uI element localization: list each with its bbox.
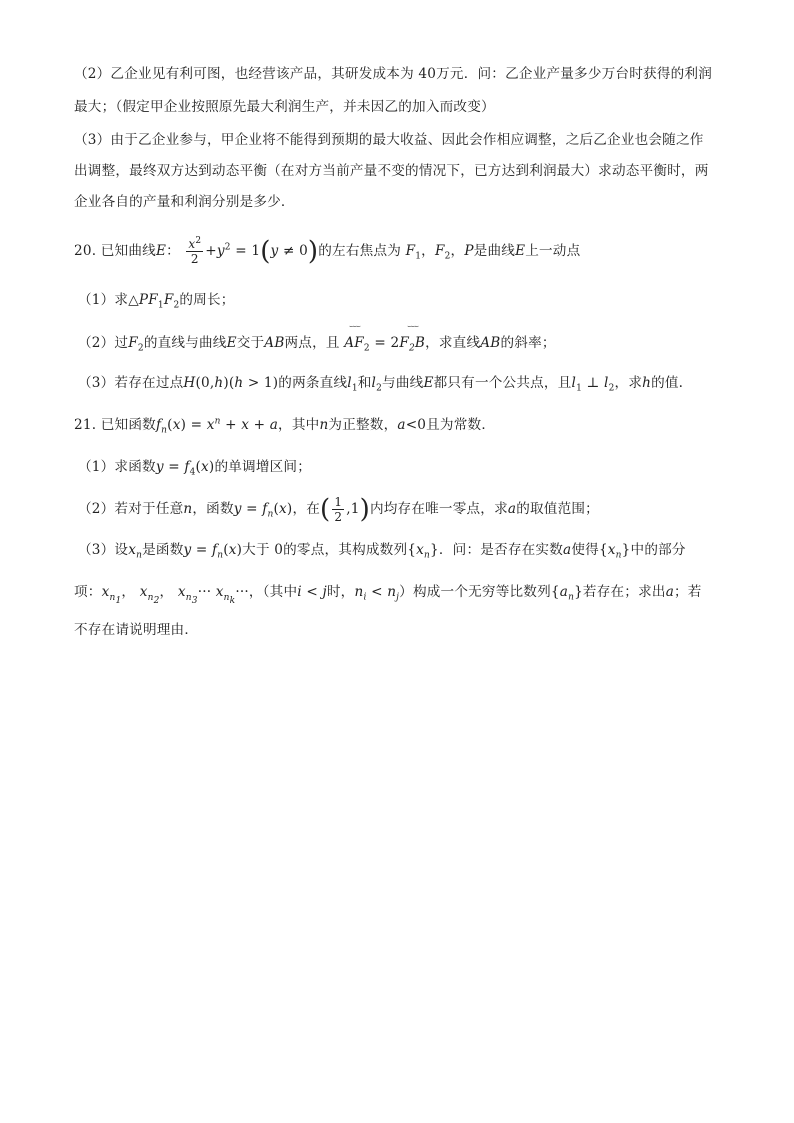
q21-text: 项：: [74, 584, 102, 600]
q21-part2: （2）若对于任意n，函数$y = f_n(x)$，在( $\frac{1}{2}$ ,1)内均存在唯一零点，求a的取值范围；: [78, 494, 599, 525]
q21-text: 大于 0的零点，其构成数列: [242, 542, 408, 558]
q20-text: 与曲线: [382, 375, 424, 391]
q21-text: ，（其中: [248, 584, 298, 600]
q21-number: 21.: [74, 417, 97, 433]
q21-part3-line1: （3）设$x_n$是函数$y = f_n(x)$大于 0的零点，其构成数列$\{x_n\}$．问：是否存在实数a使得$\{x_n\}$中的部分: [78, 542, 686, 561]
q20-part3: （3）若存在过点H(0,h)(h > 1)的两条直线$l_1$和$l_2$与曲线E都只有一个公共点，且$l_1$ ⊥ $l_2$，求h的值.: [78, 375, 684, 394]
q21-text: （3）设: [78, 542, 129, 558]
math-curve-e: E: [155, 243, 167, 259]
q21-text: 的取值范围；: [516, 501, 599, 517]
math-fraction: $\frac{1}{2}$: [334, 495, 343, 524]
q21-text: （2）若对于任意: [78, 501, 184, 517]
q21-text: 若存在；求出: [582, 584, 666, 600]
q20-number: 20.: [74, 243, 97, 259]
math-vector-f2b: ⌣⌣⌣ $F_2B$: [399, 333, 425, 353]
q21-stem: 21. 已知函数$f_n(x) = x^n + x + a$，其中n为正整数，a<0且为常数．: [74, 416, 496, 436]
q20-text: 上一动点: [525, 243, 581, 259]
q20-text: ，求直线: [425, 335, 481, 351]
q21-text: ，函数: [192, 501, 234, 517]
q21-text: 使得: [571, 542, 599, 558]
q20-text: 的两条直线: [278, 375, 348, 391]
q21-text: ；若: [674, 584, 702, 600]
q21-text: 已知函数: [100, 417, 156, 433]
q20-text: 的周长；: [179, 292, 235, 308]
q20-text: 交于: [236, 335, 265, 351]
q20-text: 的左右焦点为: [318, 243, 402, 259]
math-fraction: $\frac{x^2}{2}$: [188, 236, 202, 266]
q21-part3-line3: 不存在请说明理由．: [74, 622, 199, 638]
q19-part3-line2: 出调整，最终双方达到动态平衡（在对方当前产量不变的情况下，已方达到利润最大）求动态平衡时，两: [74, 163, 709, 179]
q21-text: 的单调增区间；: [214, 459, 311, 475]
q20-text: 的值.: [651, 375, 684, 391]
q20-text: （1）求: [78, 292, 129, 308]
q20-text: ，求: [614, 375, 643, 391]
q21-text: 为正整数，: [328, 417, 398, 433]
q21-text: ．问：是否存在实数: [438, 542, 564, 558]
q21-text: 中的部分: [630, 542, 686, 558]
q19-part3-line1: （3）由于乙企业参与，甲企业将不能得到预期的最大收益、因此会作相应调整，之后乙企业也会随之作: [74, 132, 704, 148]
q20-text: （2）过: [78, 335, 129, 351]
q21-text: 内均存在唯一零点，求: [369, 501, 508, 517]
math-vector-af2: ⌣⌣⌣ AF: [344, 333, 364, 353]
q21-text: 且为常数．: [426, 417, 496, 433]
q20-part1: （1）求$\triangle PF_1F_2$的周长；: [78, 292, 235, 311]
q20-part2: （2）过$F_2$的直线与曲线E交于AB两点，且 ⌣⌣⌣ $AF_2$ = 2⌣⌣⌣ $F_2B$，求直线AB的斜率；: [78, 333, 556, 353]
q21-text: ）构成一个无穷等比数列: [399, 584, 551, 600]
q20-text: 两点，且: [284, 335, 340, 351]
q19-part3-line3: 企业各自的产量和利润分别是多少．: [74, 194, 295, 210]
q21-text: ，其中: [278, 417, 320, 433]
q20-text: 的直线与曲线: [143, 335, 227, 351]
q20-text: 的斜率；: [500, 335, 556, 351]
q21-text: 时，: [326, 584, 355, 600]
q21-part3-line2: 项：$x_{n_1}$， $x_{n_2}$， $x_{n_3}\cdot\cdot\cdot x_{n_k}\cdot\cdot\cdot$，（其中i < j时，$n_i < n_j$）构成一个无穷等比数列$\{a_n\}$若存在；求出a；若: [74, 584, 702, 606]
q19-part2-line1: （2）乙企业见有利可图，也经营该产品，其研发成本为 40万元．问：乙企业产量多少万台时获得的利润: [74, 66, 712, 82]
q20-text: 都只有一个公共点，且: [433, 375, 572, 391]
q19-part2-line2: 最大；（假定甲企业按照原先最大利润生产，并未因乙的加入而改变）: [74, 99, 495, 115]
q20-text: 和: [357, 375, 372, 391]
q21-text: 是函数: [142, 542, 184, 558]
q20-stem: 20. 已知曲线E： $\frac{x^2}{2}$ $+y^2 = 1(y \ne 0)$的左右焦点为 $F_1$，$F_2$，P是曲线E上一动点: [74, 236, 581, 267]
q21-text: ，在: [292, 501, 321, 517]
q21-text: （1）求函数: [78, 459, 156, 475]
q20-text: （3）若存在过点: [78, 375, 184, 391]
q20-text: 已知曲线: [100, 243, 156, 259]
q20-text: 是曲线: [473, 243, 516, 259]
q21-part1: （1）求函数$y = f_4(x)$的单调增区间；: [78, 459, 311, 478]
